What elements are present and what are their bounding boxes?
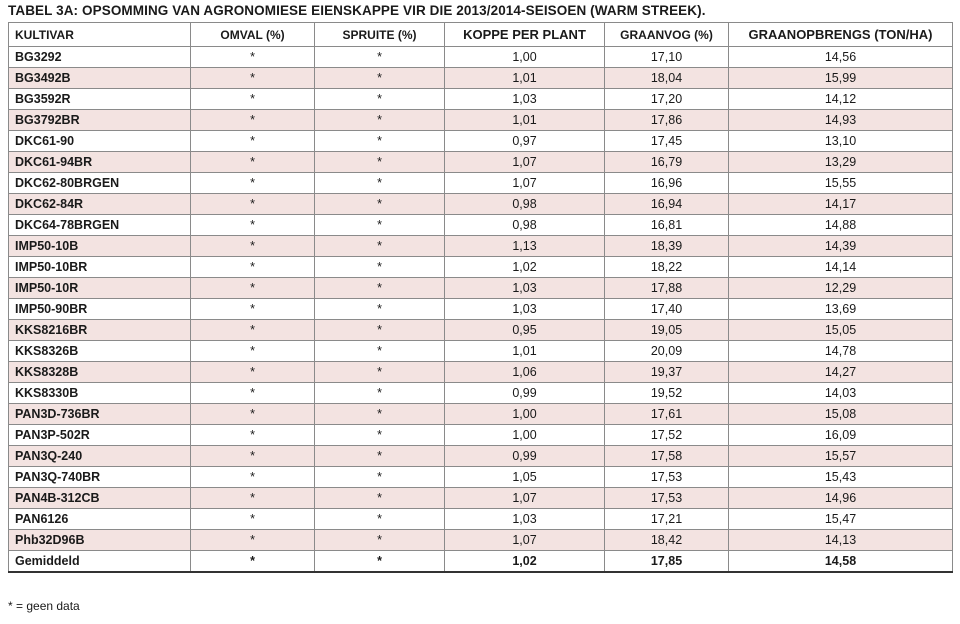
table-row (9, 467, 953, 488)
cell-graanopbrengs: 14,27 (729, 362, 953, 383)
table-row (9, 488, 953, 509)
cell-omval: * (191, 425, 315, 446)
cell-kultivar: IMP50-10R (9, 278, 191, 299)
cell-omval: * (191, 152, 315, 173)
table-row (9, 47, 953, 68)
cell-spruite: * (315, 47, 445, 68)
cell-graanopbrengs: 14,12 (729, 89, 953, 110)
col-header-koppe: KOPPE PER PLANT (445, 23, 605, 47)
cell-spruite: * (315, 215, 445, 236)
cell-spruite: * (315, 131, 445, 152)
cell-kultivar: BG3792BR (9, 110, 191, 131)
cell-spruite: * (315, 194, 445, 215)
cell-graanopbrengs: 15,99 (729, 68, 953, 89)
cell-graanvog: 18,22 (605, 257, 729, 278)
cell-graanopbrengs: 14,17 (729, 194, 953, 215)
cell-omval: * (191, 131, 315, 152)
table-row (9, 257, 953, 278)
cell-koppe: 0,99 (445, 383, 605, 404)
table-row (9, 341, 953, 362)
table-row (9, 173, 953, 194)
cell-koppe: 1,03 (445, 299, 605, 320)
cell-koppe: 0,98 (445, 194, 605, 215)
cell-spruite: * (315, 173, 445, 194)
cell-spruite: * (315, 362, 445, 383)
cell-graanopbrengs: 15,08 (729, 404, 953, 425)
avg-cell-omval: * (191, 551, 315, 572)
table-row (9, 131, 953, 152)
cell-graanvog: 20,09 (605, 341, 729, 362)
cell-graanopbrengs: 14,14 (729, 257, 953, 278)
cell-graanvog: 17,40 (605, 299, 729, 320)
cell-koppe: 1,01 (445, 68, 605, 89)
table-row (9, 383, 953, 404)
cell-spruite: * (315, 530, 445, 551)
agronomic-table (8, 22, 953, 573)
cell-koppe: 1,07 (445, 488, 605, 509)
cell-graanvog: 16,96 (605, 173, 729, 194)
cell-graanvog: 19,37 (605, 362, 729, 383)
cell-kultivar: KKS8216BR (9, 320, 191, 341)
cell-koppe: 1,00 (445, 404, 605, 425)
cell-kultivar: PAN6126 (9, 509, 191, 530)
cell-graanopbrengs: 14,78 (729, 341, 953, 362)
table-row (9, 509, 953, 530)
cell-graanopbrengs: 13,69 (729, 299, 953, 320)
table-row (9, 215, 953, 236)
cell-koppe: 1,00 (445, 425, 605, 446)
cell-koppe: 1,06 (445, 362, 605, 383)
cell-graanopbrengs: 15,05 (729, 320, 953, 341)
cell-kultivar: DKC64-78BRGEN (9, 215, 191, 236)
cell-graanvog: 17,86 (605, 110, 729, 131)
cell-omval: * (191, 530, 315, 551)
cell-kultivar: PAN3Q-740BR (9, 467, 191, 488)
cell-graanvog: 17,21 (605, 509, 729, 530)
col-header-omval: OMVAL (%) (191, 23, 315, 47)
cell-koppe: 1,01 (445, 341, 605, 362)
cell-omval: * (191, 446, 315, 467)
table-title: TABEL 3A: OPSOMMING VAN AGRONOMIESE EIENSKAPPE VIR DIE 2013/2014-SEISOEN (WARM STREEK). (8, 3, 706, 18)
cell-graanvog: 19,52 (605, 383, 729, 404)
cell-spruite: * (315, 236, 445, 257)
cell-omval: * (191, 404, 315, 425)
cell-kultivar: BG3292 (9, 47, 191, 68)
cell-spruite: * (315, 509, 445, 530)
cell-omval: * (191, 215, 315, 236)
cell-graanvog: 17,58 (605, 446, 729, 467)
cell-koppe: 0,95 (445, 320, 605, 341)
cell-koppe: 1,03 (445, 509, 605, 530)
cell-graanopbrengs: 14,96 (729, 488, 953, 509)
cell-koppe: 1,03 (445, 89, 605, 110)
cell-omval: * (191, 173, 315, 194)
cell-graanopbrengs: 15,55 (729, 173, 953, 194)
cell-kultivar: PAN4B-312CB (9, 488, 191, 509)
cell-omval: * (191, 47, 315, 68)
cell-kultivar: BG3592R (9, 89, 191, 110)
cell-spruite: * (315, 152, 445, 173)
table-body (9, 47, 953, 572)
cell-graanvog: 18,04 (605, 68, 729, 89)
cell-graanopbrengs: 13,29 (729, 152, 953, 173)
cell-graanopbrengs: 12,29 (729, 278, 953, 299)
cell-kultivar: DKC61-94BR (9, 152, 191, 173)
cell-graanvog: 18,39 (605, 236, 729, 257)
cell-omval: * (191, 362, 315, 383)
cell-spruite: * (315, 341, 445, 362)
cell-graanvog: 17,61 (605, 404, 729, 425)
table-row (9, 110, 953, 131)
cell-spruite: * (315, 383, 445, 404)
cell-omval: * (191, 509, 315, 530)
cell-spruite: * (315, 110, 445, 131)
cell-kultivar: DKC62-84R (9, 194, 191, 215)
table-row (9, 299, 953, 320)
cell-spruite: * (315, 320, 445, 341)
table-row (9, 320, 953, 341)
table-row (9, 68, 953, 89)
cell-kultivar: KKS8326B (9, 341, 191, 362)
avg-cell-koppe: 1,02 (445, 551, 605, 572)
cell-graanopbrengs: 14,93 (729, 110, 953, 131)
cell-graanvog: 16,94 (605, 194, 729, 215)
cell-koppe: 1,07 (445, 152, 605, 173)
col-header-kultivar: KULTIVAR (9, 23, 191, 47)
table-row (9, 425, 953, 446)
cell-omval: * (191, 488, 315, 509)
cell-omval: * (191, 194, 315, 215)
cell-graanopbrengs: 14,56 (729, 47, 953, 68)
col-header-spruite: SPRUITE (%) (315, 23, 445, 47)
cell-omval: * (191, 68, 315, 89)
table-row (9, 446, 953, 467)
cell-spruite: * (315, 425, 445, 446)
cell-koppe: 1,07 (445, 530, 605, 551)
cell-kultivar: IMP50-10BR (9, 257, 191, 278)
cell-koppe: 1,01 (445, 110, 605, 131)
table-row (9, 362, 953, 383)
cell-graanopbrengs: 13,10 (729, 131, 953, 152)
table-row (9, 404, 953, 425)
cell-graanopbrengs: 14,03 (729, 383, 953, 404)
cell-kultivar: DKC61-90 (9, 131, 191, 152)
avg-cell-spruite: * (315, 551, 445, 572)
cell-graanvog: 17,10 (605, 47, 729, 68)
cell-spruite: * (315, 404, 445, 425)
footnote: * = geen data (8, 599, 80, 613)
cell-kultivar: PAN3D-736BR (9, 404, 191, 425)
cell-kultivar: BG3492B (9, 68, 191, 89)
cell-spruite: * (315, 488, 445, 509)
cell-omval: * (191, 383, 315, 404)
cell-omval: * (191, 236, 315, 257)
cell-graanvog: 17,53 (605, 467, 729, 488)
cell-graanopbrengs: 14,39 (729, 236, 953, 257)
cell-kultivar: IMP50-90BR (9, 299, 191, 320)
cell-omval: * (191, 467, 315, 488)
col-header-graanopbrengs: GRAANOPBRENGS (TON/HA) (729, 23, 953, 47)
cell-graanopbrengs: 15,43 (729, 467, 953, 488)
cell-kultivar: PAN3Q-240 (9, 446, 191, 467)
cell-spruite: * (315, 446, 445, 467)
cell-omval: * (191, 257, 315, 278)
avg-cell-kultivar: Gemiddeld (9, 551, 191, 572)
cell-kultivar: Phb32D96B (9, 530, 191, 551)
cell-kultivar: KKS8330B (9, 383, 191, 404)
cell-graanvog: 17,88 (605, 278, 729, 299)
cell-koppe: 1,00 (445, 47, 605, 68)
table-row (9, 278, 953, 299)
cell-graanopbrengs: 14,88 (729, 215, 953, 236)
cell-koppe: 1,07 (445, 173, 605, 194)
col-header-graanvog: GRAANVOG (%) (605, 23, 729, 47)
cell-spruite: * (315, 257, 445, 278)
cell-graanopbrengs: 16,09 (729, 425, 953, 446)
cell-spruite: * (315, 299, 445, 320)
cell-kultivar: PAN3P-502R (9, 425, 191, 446)
table-row (9, 152, 953, 173)
cell-spruite: * (315, 89, 445, 110)
cell-omval: * (191, 110, 315, 131)
cell-graanvog: 19,05 (605, 320, 729, 341)
cell-spruite: * (315, 467, 445, 488)
cell-koppe: 0,97 (445, 131, 605, 152)
cell-graanvog: 17,20 (605, 89, 729, 110)
cell-omval: * (191, 299, 315, 320)
avg-cell-graanopbrengs: 14,58 (729, 551, 953, 572)
cell-koppe: 1,13 (445, 236, 605, 257)
cell-graanvog: 17,52 (605, 425, 729, 446)
cell-koppe: 0,99 (445, 446, 605, 467)
cell-graanvog: 18,42 (605, 530, 729, 551)
header-row (9, 23, 953, 47)
cell-omval: * (191, 278, 315, 299)
cell-graanvog: 16,81 (605, 215, 729, 236)
cell-kultivar: IMP50-10B (9, 236, 191, 257)
table-row (9, 530, 953, 551)
cell-koppe: 0,98 (445, 215, 605, 236)
cell-graanvog: 17,45 (605, 131, 729, 152)
cell-graanopbrengs: 15,57 (729, 446, 953, 467)
cell-koppe: 1,05 (445, 467, 605, 488)
cell-graanvog: 17,53 (605, 488, 729, 509)
cell-graanvog: 16,79 (605, 152, 729, 173)
cell-graanopbrengs: 15,47 (729, 509, 953, 530)
cell-omval: * (191, 89, 315, 110)
cell-koppe: 1,02 (445, 257, 605, 278)
cell-spruite: * (315, 68, 445, 89)
cell-kultivar: DKC62-80BRGEN (9, 173, 191, 194)
table-row (9, 89, 953, 110)
table-row (9, 236, 953, 257)
avg-cell-graanvog: 17,85 (605, 551, 729, 572)
cell-koppe: 1,03 (445, 278, 605, 299)
cell-graanopbrengs: 14,13 (729, 530, 953, 551)
average-row (9, 551, 953, 572)
cell-omval: * (191, 320, 315, 341)
cell-kultivar: KKS8328B (9, 362, 191, 383)
cell-spruite: * (315, 278, 445, 299)
table-row (9, 194, 953, 215)
cell-omval: * (191, 341, 315, 362)
